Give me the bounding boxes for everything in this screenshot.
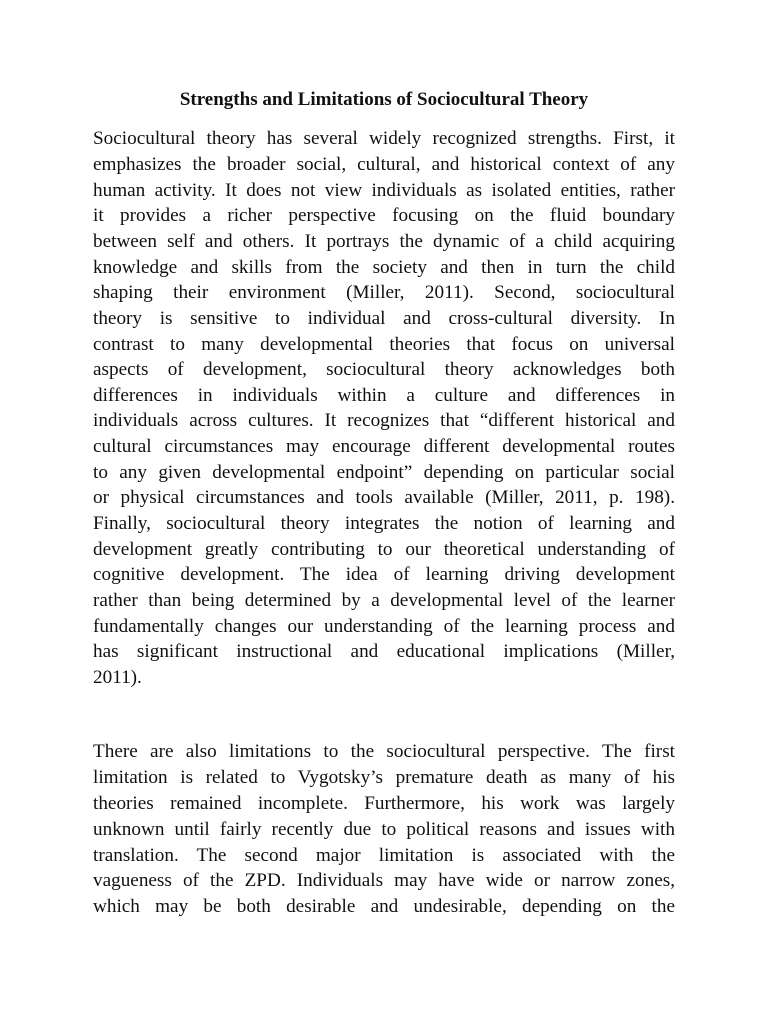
text-line: knowledge and skills from the society and then in turn the child (93, 257, 675, 278)
text-line: it provides a richer perspective focusing on the fluid boundary (93, 205, 675, 226)
text-line: translation. The second major limitation is associated with the (93, 845, 675, 866)
text-line: Finally, sociocultural theory integrates the notion of learning and (93, 513, 675, 534)
text-line: theory is sensitive to individual and cross-cultural diversity. In (93, 308, 675, 329)
text-line: between self and others. It portrays the dynamic of a child acquiring (93, 231, 675, 252)
text-line: theories remained incomplete. Furthermore, his work was largely (93, 793, 675, 814)
text-line: human activity. It does not view individuals as isolated entities, rather (93, 180, 675, 201)
text-line: development greatly contributing to our theoretical understanding of (93, 539, 675, 560)
text-line: Sociocultural theory has several widely recognized strengths. First, it (93, 128, 675, 149)
text-line: emphasizes the broader social, cultural, and historical context of any (93, 154, 675, 175)
text-line: differences in individuals within a culture and differences in (93, 385, 675, 406)
text-line: has significant instructional and educational implications (Miller, (93, 641, 675, 662)
text-line: aspects of development, sociocultural theory acknowledges both (93, 359, 675, 380)
text-line: cognitive development. The idea of learning driving development (93, 564, 675, 585)
text-line: to any given developmental endpoint” depending on particular social (93, 462, 675, 483)
text-line: or physical circumstances and tools available (Miller, 2011, p. 198). (93, 487, 675, 508)
text-line: which may be both desirable and undesirable, depending on the (93, 896, 675, 917)
document-title: Strengths and Limitations of Sociocultural Theory (179, 89, 589, 110)
text-line: individuals across cultures. It recognizes that “different historical and (93, 410, 675, 431)
text-line: limitation is related to Vygotsky’s premature death as many of his (93, 767, 675, 788)
text-line: unknown until fairly recently due to political reasons and issues with (93, 819, 675, 840)
text-line: shaping their environment (Miller, 2011). Second, sociocultural (93, 282, 675, 303)
text-line: contrast to many developmental theories that focus on universal (93, 334, 675, 355)
text-line: vagueness of the ZPD. Individuals may have wide or narrow zones, (93, 870, 675, 891)
text-line: fundamentally changes our understanding of the learning process and (93, 616, 675, 637)
text-line: 2011). (93, 667, 142, 688)
text-line: rather than being determined by a developmental level of the learner (93, 590, 675, 611)
text-line: There are also limitations to the sociocultural perspective. The first (93, 741, 675, 762)
text-line: cultural circumstances may encourage different developmental routes (93, 436, 675, 457)
